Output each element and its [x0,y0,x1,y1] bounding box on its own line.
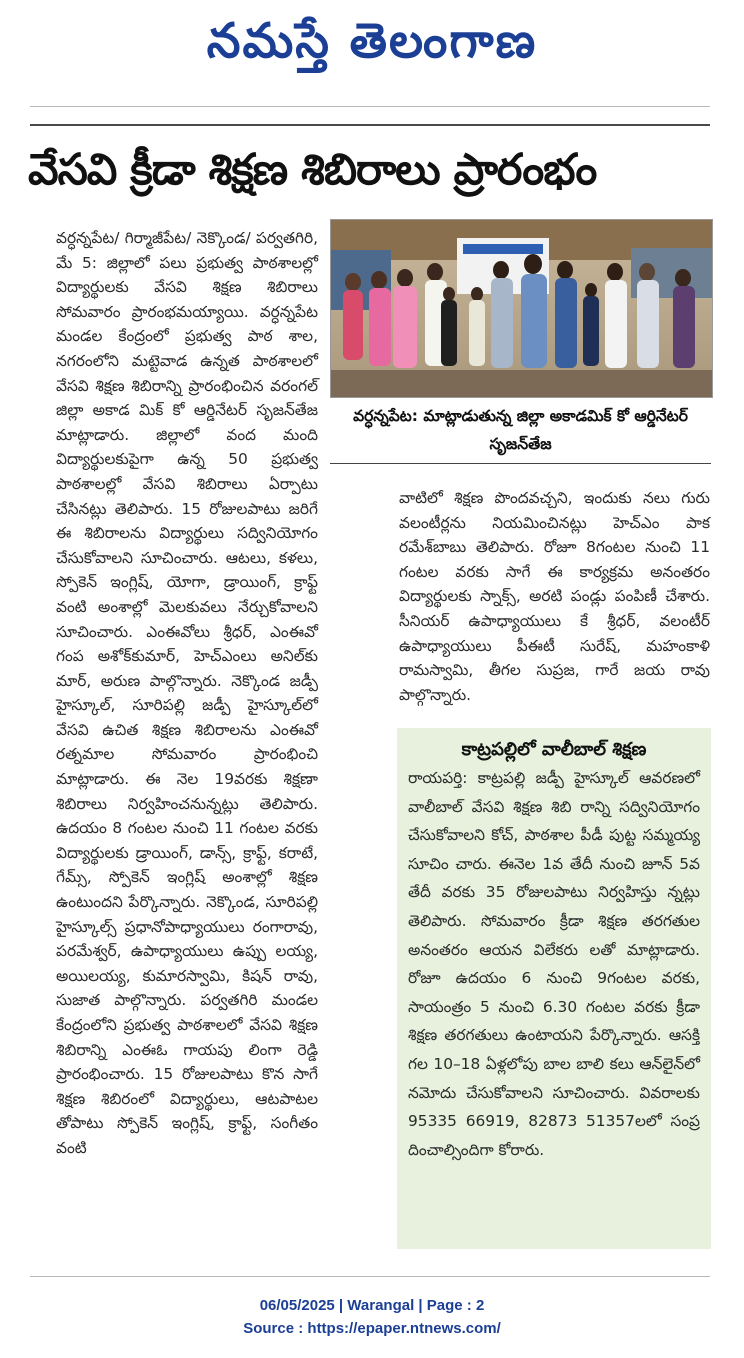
publication-date-edition: 06/05/2025 | Warangal | Page : 2 [259,1297,485,1314]
article-body-left-column [56,226,318,1161]
source-link[interactable]: Source : https://epaper.ntnews.com/ [243,1320,501,1337]
masthead-divider [30,106,710,107]
newspaper-masthead: నమస్తే తెలంగాణ [206,13,538,69]
article-headline: వేసవి క్రీడా శిక్షణ శిబిరాలు ప్రారంభం [28,145,597,195]
caption-divider [330,463,711,464]
article-text: వర్ధన్నపేట/ గిర్మాజీపేట/ నెక్కొండ/ పర్వతగిరి, మే 5: జిల్లాలో పలు ప్రభుత్వ పాఠశాలల్లో విద్యార్థులకు వేసవి శిక్షణ శిబిరాలు సోమవారం ప్రారంభమయ్యాయి. వర్ధన్నపేట మండల కేంద్రంలో ప్రభుత్వ పాఠ శాల, నగరంలోని మట్టెవాడ ఉన్నత పాఠశాలలో వేసవి శిక్షణ శిబిరాన్ని ప్రారంభించిన వరంగల్ జిల్లా అకాడ మిక్ కో ఆర్డినేటర్ సృజన్‌తేజ మాట్లాడారు. జిల్లాలో వంద మంది విద్యార్థులకుపైగా ఉన్న 50 ప్రభుత్వ పాఠశాలల్లో వేసవి శిబిరాలు ఏర్పాటు చేసినట్లు తెలిపారు. 15 రోజులపాటు జరిగే ఈ శిబిరాలను విద్యార్థులు సద్వినియోగం చేసుకోవాలని సూచించారు. ఆటలు, కళలు, స్పోకెన్ ఇంగ్లిష్, యోగా, డ్రాయింగ్, క్రాఫ్ట్ వంటి అంశాల్లో మెలకువలు నేర్చుకోవాలని సూచించారు. ఎంఈవోలు శ్రీధర్, ఎంఈవో గంప అశోక్‌కుమార్, హెచ్‌ఎంలు అనిల్‌కు మార్, అరుణ పాల్గొన్నారు. నెక్కొండ జడ్పీ హైస్కూల్, సూరిపల్లి జడ్పీ హైస్కూల్‌లో వేసవి ఉచిత శిక్షణ శిబిరాలను ఎంఈవో రత్నమాల సోమవారం ప్రారంభించి మాట్లాడారు. ఈ నెల 19వరకు శిక్షణా శిబిరాలు నిర్వహించనున్నట్లు తెలిపారు. ఉదయం 8 గంటల నుంచి 11 గంటల వరకు విద్యార్థులకు డ్రాయింగ్, డాన్స్, క్రాఫ్ట్, కరాటే, గేమ్స్, స్పోకెన్ ఇంగ్లిష్ అంశాల్లో శిక్షణ ఉంటుందని పేర్కొన్నారు. నెక్కొండ, సూరిపల్లి హైస్కూల్స్ ప్రధానోపాధ్యాయులు రంగారావు, పరమేశ్వర్, ఉపాధ్యాయులు ఉప్పు లయ్య, అయిలయ్య, కుమారస్వామి, కిషన్ రావు, సుజాత పాల్గొన్నారు. పర్వతగిరి మండల కేంద్రంలోని ప్రభుత్వ పాఠశాలలో వేసవి శిక్షణ శిబిరాన్ని ఎంఈఓ గాయపు లింగా రెడ్డి ప్రారంభించారు. 15 రోజులపాటు కొన సాగే శిక్షణ శిబిరంలో విద్యార్థులు, ఆటపాటల తోపాటు స్పోకెన్ ఇంగ్లిష్, క్రాఫ్ట్, సంగీతం వంటి [56,229,318,1157]
sidebar-story-title: కాట్రపల్లిలో వాలీబాల్ శిక్షణ [461,739,647,760]
sidebar-story-text: రాయపర్తి: కాట్రపల్లి జడ్పీ హైస్కూల్ ఆవరణలో వాలీబాల్ వేసవి శిక్షణ శిబి రాన్ని సద్వినియోగం చేసుకోవాలని కోచ్, పాఠశాల పీడీ పుట్ట సమ్మయ్య సూచిం చారు. ఈనెల 1వ తేదీ నుంచి జూన్ 5వ తేదీ వరకు 35 రోజులపాటు నిర్వహిస్తు న్నట్లు తెలిపారు. సోమవారం క్రీడా శిక్షణ తరగతుల అనంతరం ఆయన విలేకరు లతో మాట్లాడారు. రోజూ ఉదయం 6 నుంచి 9గంటల వరకు, సాయంత్రం 5 నుంచి 6.30 గంటల వరకు క్రీడా శిక్షణ తరగతులు ఉంటాయని పేర్కొన్నారు. ఆసక్తి గల 10–18 ఏళ్లలోపు బాల బాలి కలు ఆన్‌లైన్‌లో నమోదు చేసుకోవాలని సూచించారు. వివరాలకు 95335 66919, 82873 51357లలో సంప్ర దించాల్సిందిగా కోరారు. [408,769,700,1159]
article-bottom-rule [30,1276,710,1277]
group-photo-illustration [331,220,712,397]
sidebar-story-body [408,764,700,1164]
article-text-continued: వాటిలో శిక్షణ పొందవచ్చని, ఇందుకు నలు గురు వలంటీర్లను నియమించినట్లు హెచ్‌ఎం పాక రమేశ్‌బాబు తెలిపారు. రోజూ 8గంటల నుంచి 11 గంటల వరకు సాగే ఈ కార్యక్రమ అనంతరం విద్యార్థులకు స్నాక్స్, అరటి పండ్లు పంపిణీ చేశారు. సీనియర్ ఉపాధ్యాయులు కే శ్రీధర్, వలంటీర్ ఉపాధ్యాయులు పీఈటీ సురేష్, మహంకాళి రామస్వామి, తీగల సుప్రజ, గారే జయ రావు పాల్గొన్నారు. [399,489,710,704]
article-top-rule [30,124,710,126]
article-body-right-column [399,486,710,707]
article-photo [330,219,713,398]
photo-caption: వర్ధన్నపేట: మాట్లాడుతున్న జిల్లా అకాడమిక్ కో ఆర్డినేటర్ సృజన్‌తేజ [353,407,688,453]
